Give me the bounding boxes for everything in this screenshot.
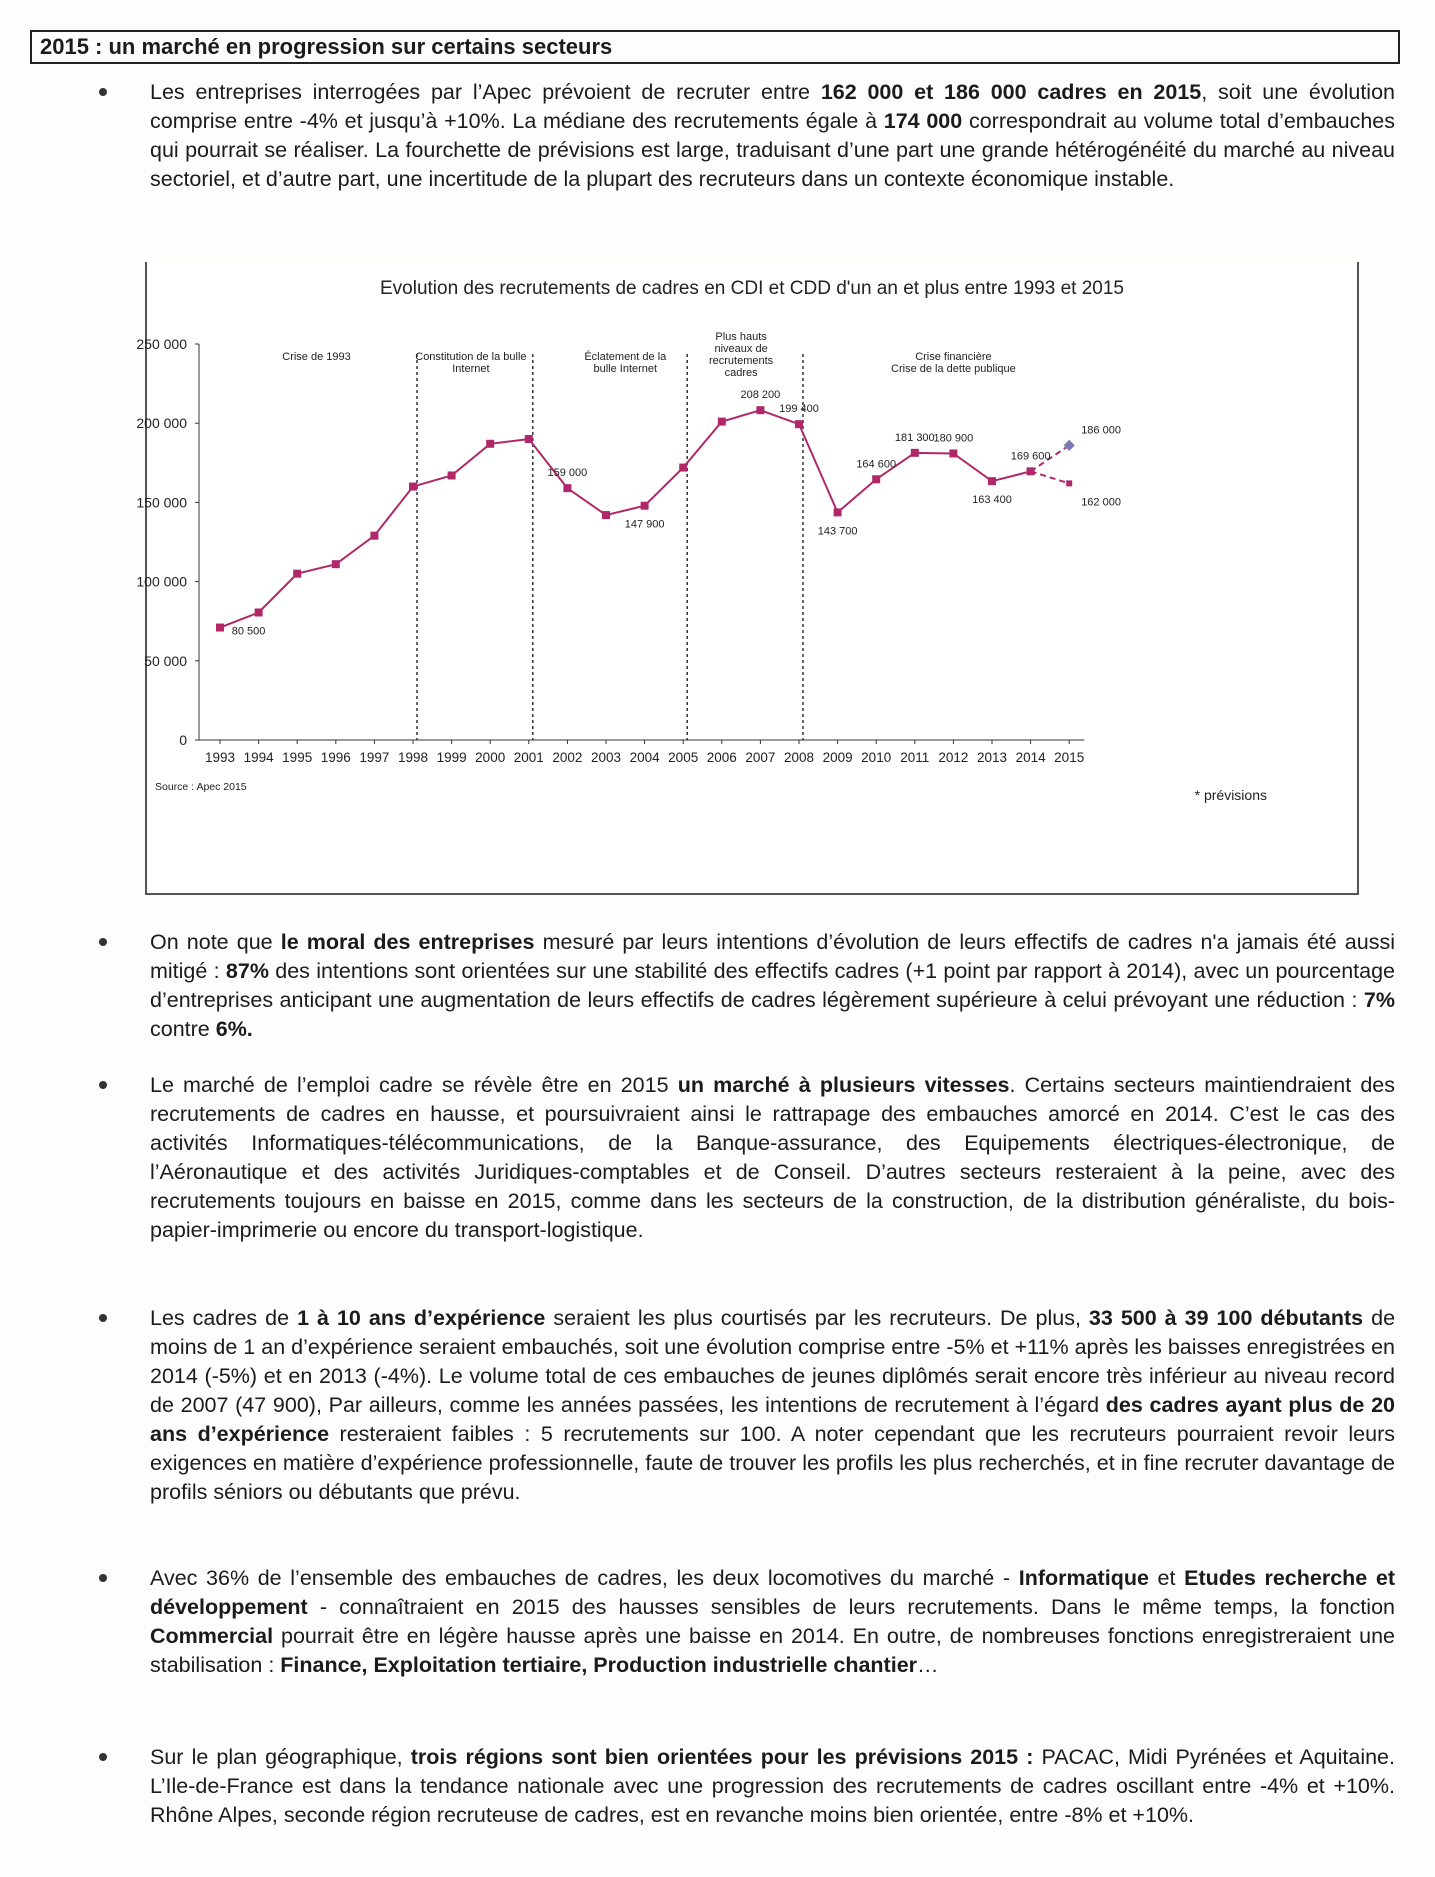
data-label: 208 200 [740,389,781,402]
x-tick-label: 1995 [282,750,313,765]
text-run: Les entreprises interrogées par l’Apec prévoient de recruter entre [150,80,821,104]
x-tick-label: 1997 [359,750,390,765]
data-point [332,560,340,568]
y-tick-label: 50 000 [144,652,187,669]
x-tick-label: 2011 [900,750,930,765]
list-item [95,1071,1395,1245]
data-point [409,483,417,491]
data-point [949,449,957,457]
data-label: 80 500 [231,625,266,638]
x-tick-label: 2003 [590,750,622,765]
bold-text: le moral des entreprises [280,930,535,954]
period-label: cadres [724,367,758,379]
data-label: 169 600 [1010,450,1051,463]
x-tick-label: 2005 [668,750,699,765]
forecast-point-high [1064,440,1075,451]
list-item [95,928,1395,1044]
x-tick-label: 2010 [861,750,892,765]
text-run: , soit une évolution comprise entre -4% et jusqu’à +10%. La médiane des recrutements égale à [150,80,1395,133]
text-run: Le marché de l’emploi cadre se révèle être en 2015 [150,1073,678,1097]
paragraph-experience [150,1304,1395,1507]
data-point [911,449,919,457]
data-point [795,420,803,428]
data-label: 163 400 [972,494,1012,507]
paragraph-recruitment-forecast [150,78,1395,194]
list-item [95,78,1395,194]
x-tick-label: 1996 [320,750,351,765]
data-point [679,464,687,472]
text-run: Sur le plan géographique, [150,1745,411,1769]
data-point [834,508,842,516]
bullet-icon [99,1574,107,1582]
recruitment-chart [136,262,1359,895]
paragraph-regions [150,1743,1395,1830]
text-run: pourrait être en légère hausse après une baisse en 2014. En outre, de nombreuses fonctions enregistreraient une stabilisation : [150,1624,1395,1677]
text-run: contre [150,1017,216,1041]
text-run: resteraient faibles : 5 recrutements sur 100. A noter cependant que les recruteurs pourraient revoir leurs exigences en matière d’expérience professionnelle, faute de trouver les profils les plus recherchés, et in fine recruter davantage de profils séniors ou débutants que prévu. [150,1422,1395,1504]
data-label: 143 700 [817,525,858,538]
y-tick-label: 0 [179,732,187,748]
data-label: 199 400 [779,403,819,416]
data-point [641,502,649,510]
plot-group [136,278,1267,803]
x-tick-label: 2007 [745,750,776,765]
paragraph-multi-speed-market [150,1071,1395,1245]
data-point [756,406,764,414]
data-label: 164 600 [856,458,897,471]
period-label: Plus hauts [715,331,767,343]
chart-source: Source : Apec 2015 [155,781,247,793]
text-run: et [1148,1566,1185,1590]
bullet-icon [99,1081,107,1089]
text-run: correspondrait au volume total d’embauches qui pourrait se réaliser. La fourchette de prévisions est large, traduisant d’une part une grande hétérogénéité du marché au niveau sectoriel, et d’autre part, une incertitude de la plupart des recruteurs dans un contexte économique instable. [150,109,1395,191]
period-label: Crise de la dette publique [891,363,1016,375]
bold-text: 87% [225,959,269,983]
data-label: 181 300 [894,431,935,444]
bold-text: un marché à plusieurs vitesses [677,1073,1010,1097]
period-label: niveaux de [714,343,768,355]
x-tick-label: 2001 [513,750,544,765]
x-tick-label: 2004 [629,750,660,765]
text-run: - connaîtraient en 2015 des hausses sensibles de leurs recrutements. Dans le même temps, la fonction [307,1595,1395,1619]
x-tick-label: 2009 [822,750,853,765]
period-label: Crise financière [915,351,992,363]
bold-text: Finance, Exploitation tertiaire, Production industrielle chantier [280,1653,918,1677]
y-tick-label: 250 000 [136,336,187,352]
y-tick-label: 200 000 [136,415,187,432]
x-tick-label: 1998 [397,750,429,765]
bold-text: Informatique [1018,1566,1149,1590]
y-tick-label: 150 000 [136,494,187,511]
data-label: 180 900 [933,432,974,445]
text-run: Avec 36% de l’ensemble des embauches de cadres, les deux locomotives du marché - [150,1566,1019,1590]
x-tick-label: 2013 [976,750,1008,765]
data-label: 162 000 [1081,496,1121,509]
chart-svg [136,262,1357,893]
period-label: bulle Internet [593,363,658,375]
bold-text: des cadres ayant plus de 20 ans d’expérience [150,1393,1395,1446]
data-point [1027,467,1035,475]
period-label: recrutements [708,355,774,367]
x-tick-label: 2006 [706,750,737,765]
data-point [525,435,533,443]
text-run: des intentions sont orientées sur une stabilité des effectifs cadres (+1 point par rapport à 2014), avec un pourcentage d’entreprises anticipant une augmentation de leurs effectifs de cadres légèrement supérieure à celui prévoyant une réduction : [150,959,1395,1012]
section-title: 2015 : un marché en progression sur certains secteurs [30,30,1400,64]
forecast-point-low [1066,480,1072,486]
data-point [486,440,494,448]
x-tick-label: 2002 [552,750,583,765]
bullet-icon [99,88,107,96]
data-label: 159 000 [547,467,588,480]
text-run: On note que [150,930,281,954]
period-label: Internet [452,363,490,375]
text-run: mesuré par leurs intentions d’évolution de leurs effectifs de cadres n'a jamais été aussi mitigé : [150,930,1395,983]
data-label: 186 000 [1081,424,1121,437]
period-label: Crise de 1993 [282,351,351,363]
text-run: Les cadres de [150,1306,298,1330]
period-label: Constitution de la bulle [415,351,527,363]
bold-text: Etudes recherche et développement [150,1566,1396,1619]
list-item [95,1743,1395,1830]
bold-text: 7% [1363,988,1395,1012]
bold-text: 174 000 [883,109,963,133]
x-tick-label: 1993 [204,750,236,765]
bullet-icon [99,938,107,946]
bold-text: 1 à 10 ans d’expérience [297,1306,546,1330]
paragraph-business-morale [150,928,1395,1044]
data-point [255,608,263,616]
list-item [95,1304,1395,1507]
chart-title: Evolution des recrutements de cadres en CDI et CDD d'un an et plus entre 1993 et 2015 [379,278,1125,299]
data-point [216,624,224,632]
bold-text: 33 500 à 39 100 débutants [1088,1306,1364,1330]
x-tick-label: 2014 [1015,750,1046,765]
data-point [563,484,571,492]
bullet-icon [99,1753,107,1761]
bold-text: Commercial [150,1624,274,1648]
x-tick-label: 2000 [475,750,506,765]
data-point [370,532,378,540]
y-tick-label: 100 000 [136,573,187,590]
bullet-icon [99,1314,107,1322]
x-tick-label: 1999 [436,750,467,765]
bold-text: trois régions sont bien orientées pour les prévisions 2015 : [410,1745,1034,1769]
text-run: de moins de 1 an d’expérience seraient embauchés, soit une évolution comprise entre -5% et +11% après les baisses enregistrées en 2014 (-5%) et en 2013 (-4%). Le volume total de ces embauches de jeunes diplômés serait encore très inférieur au niveau record de 2007 (47 900), Par ailleurs, comme les années passées, les intentions de recrutement à l’égard [150,1306,1396,1417]
bold-text: 6%. [215,1017,253,1041]
x-tick-label: 2012 [938,750,969,765]
x-tick-label: 2015 [1054,750,1085,765]
data-point [293,570,301,578]
period-label: Éclatement de la [584,351,667,363]
text-run: PACAC, Midi Pyrénées et Aquitaine. L’Ile-de-France est dans la tendance nationale avec une progression des recrutements de cadres oscillant entre -4% et +10%. Rhône Alpes, seconde région recruteuse de cadres, est en revanche moins bien orientée, entre -8% et +10%. [150,1745,1395,1827]
bold-text: 162 000 et 186 000 cadres en 2015 [820,80,1202,104]
data-point [718,418,726,426]
list-item [95,1564,1395,1680]
data-point [448,471,456,479]
data-label: 147 900 [624,518,665,531]
text-run: … [917,1653,939,1677]
text-run: . Certains secteurs maintiendraient des recrutements de cadres en hausse, et poursuivraient ainsi le rattrapage des embauches amorcé en 2014. C’est le cas des activités Informatiques-télécommunications, de la Banque-assurance, des Equipements électriques-électronique, de l’Aéronautique et des activités Juridiques-comptables et de Conseil. D’autres secteurs resteraient à la peine, avec des recrutements toujours en baisse en 2015, comme dans les secteurs de la construction, de la distribution généraliste, du bois-papier-imprimerie ou encore du transport-logistique. [150,1073,1396,1242]
data-point [602,511,610,519]
data-point [988,477,996,485]
forecast-line-low [1031,471,1070,483]
x-tick-label: 1994 [243,750,274,765]
chart-footnote: * prévisions [1194,787,1267,803]
data-point [872,475,880,483]
paragraph-functions [150,1564,1395,1680]
x-tick-label: 2008 [783,750,815,765]
text-run: seraient les plus courtisés par les recruteurs. De plus, [545,1306,1089,1330]
